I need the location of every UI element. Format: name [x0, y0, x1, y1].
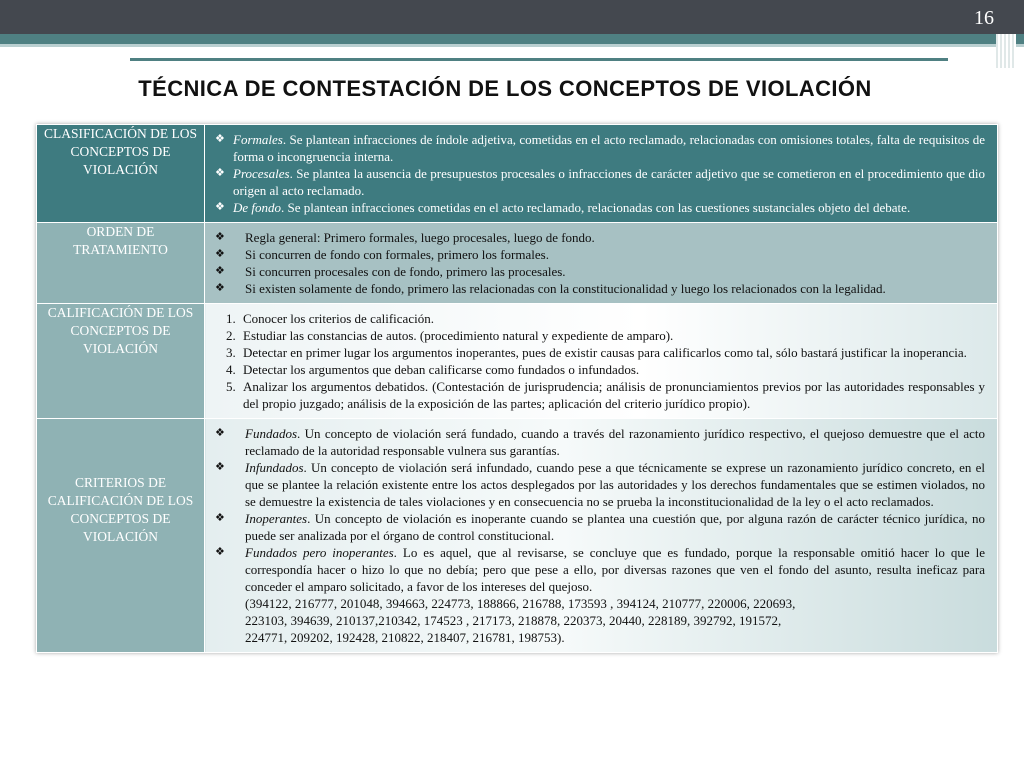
bullet-list — [215, 425, 985, 595]
list-item: 1. Conocer los criterios de calificación. — [239, 310, 985, 327]
content-table — [36, 124, 998, 653]
page-title: TÉCNICA DE CONTESTACIÓN DE LOS CONCEPTOS DE VIOLACIÓN — [138, 76, 872, 101]
row-orden — [37, 223, 998, 304]
row-label: CRITERIOS DE CALIFICACIÓN DE LOS CONCEPTOS DE VIOLACIÓN — [37, 419, 205, 653]
slide-number: 16 — [974, 7, 994, 29]
top-stripe-light — [0, 44, 1024, 47]
list-item: ❖ Inoperantes. Un concepto de violación es inoperante cuando se plantea una cuestión que, por alguna razón de carácter técnico jurídica, no puede ser analizada por el órgano de control constitucional. — [215, 510, 985, 544]
reference-line: (394122, 216777, 201048, 394663, 224773, 188866, 216788, 173593 , 394124, 210777, 220006, 220693, — [245, 596, 796, 611]
top-stripe — [0, 34, 1024, 44]
numbered-list — [215, 310, 985, 412]
row-label: CLASIFICACIÓN DE LOS CONCEPTOS DE VIOLACIÓN — [37, 125, 205, 223]
bullet-list — [215, 229, 985, 297]
row-label: CALIFICACIÓN DE LOS CONCEPTOS DE VIOLACIÓN — [37, 304, 205, 419]
list-item: ❖ Fundados pero inoperantes. Lo es aquel, que al revisarse, se concluye que es fundado, porque la responsable omitió hacer lo que le correspondía hacer o hizo lo que no debía; pero que pese a ello, por diversas razones que ven el fondo del asunto, resulta ineficaz para conceder el amparo solicitado, a favor de los intereses del quejoso. — [215, 544, 985, 595]
row-clasificacion — [37, 125, 998, 223]
list-item: 2. Estudiar las constancias de autos. (procedimiento natural y expediente de amparo). — [239, 327, 985, 344]
list-item: ❖ De fondo. Se plantean infracciones cometidas en el acto reclamado, relacionadas con las cuestiones sustanciales objeto del debate. — [215, 199, 985, 216]
list-item: 5. Analizar los argumentos debatidos. (Contestación de jurisprudencia; análisis de pronunciamientos previos por las autoridades responsables y del propio juzgado; análisis de la exposición de las partes; aplicación del criterio jurídico propio). — [239, 378, 985, 412]
top-bar — [0, 0, 1024, 34]
list-item: ❖ Si existen solamente de fondo, primero las relacionadas con la constitucionalidad y luego los relacionados con la legalidad. — [215, 280, 985, 297]
references — [215, 595, 985, 646]
reference-line: 224771, 209202, 192428, 210822, 218407, 216781, 198753). — [245, 630, 565, 645]
list-item: ❖ Regla general: Primero formales, luego procesales, luego de fondo. — [215, 229, 985, 246]
list-item: ❖ Formales. Se plantean infracciones de índole adjetiva, cometidas en el acto reclamado, relacionadas con omisiones totales, falta de requisitos de forma o incongruencia interna. — [215, 131, 985, 165]
list-item: 3. Detectar en primer lugar los argumentos inoperantes, pues de existir causas para calificarlos como tal, sólo bastará justificar la inoperancia. — [239, 344, 985, 361]
row-label: ORDEN DE TRATAMIENTO — [37, 223, 205, 304]
row-content — [205, 304, 998, 419]
right-decoration — [996, 34, 1016, 68]
row-content — [205, 419, 998, 653]
reference-line: 223103, 394639, 210137,210342, 174523 , 217173, 218878, 220373, 20440, 228189, 392792, 191572, — [245, 613, 782, 628]
list-item: ❖ Si concurren de fondo con formales, primero los formales. — [215, 246, 985, 263]
list-item: ❖ Procesales. Se plantea la ausencia de presupuestos procesales o infracciones de carácter adjetivo que se cometieron en el procedimiento que dio origen al acto reclamado. — [215, 165, 985, 199]
title-rule — [130, 58, 948, 61]
row-content — [205, 125, 998, 223]
row-content — [205, 223, 998, 304]
list-item: 4. Detectar los argumentos que deban calificarse como fundados o infundados. — [239, 361, 985, 378]
row-calificacion — [37, 304, 998, 419]
bullet-list — [215, 131, 985, 216]
row-criterios — [37, 419, 998, 653]
list-item: ❖ Infundados. Un concepto de violación será infundado, cuando pese a que técnicamente se exprese un razonamiento jurídico concreto, en el que se plantee la relación existente entre los actos desplegados por las autoridades y los derechos fundamentales que se estimen violados, no se demuestre la existencia de tales violaciones y en consecuencia no se prueba la inconstitucionalidad de la ley o el acto reclamados. — [215, 459, 985, 510]
list-item: ❖ Si concurren procesales con de fondo, primero las procesales. — [215, 263, 985, 280]
list-item: ❖ Fundados. Un concepto de violación será fundado, cuando a través del razonamiento jurídico respectivo, el quejoso demuestre que el acto reclamado de la autoridad responsable vulnera sus garantías. — [215, 425, 985, 459]
